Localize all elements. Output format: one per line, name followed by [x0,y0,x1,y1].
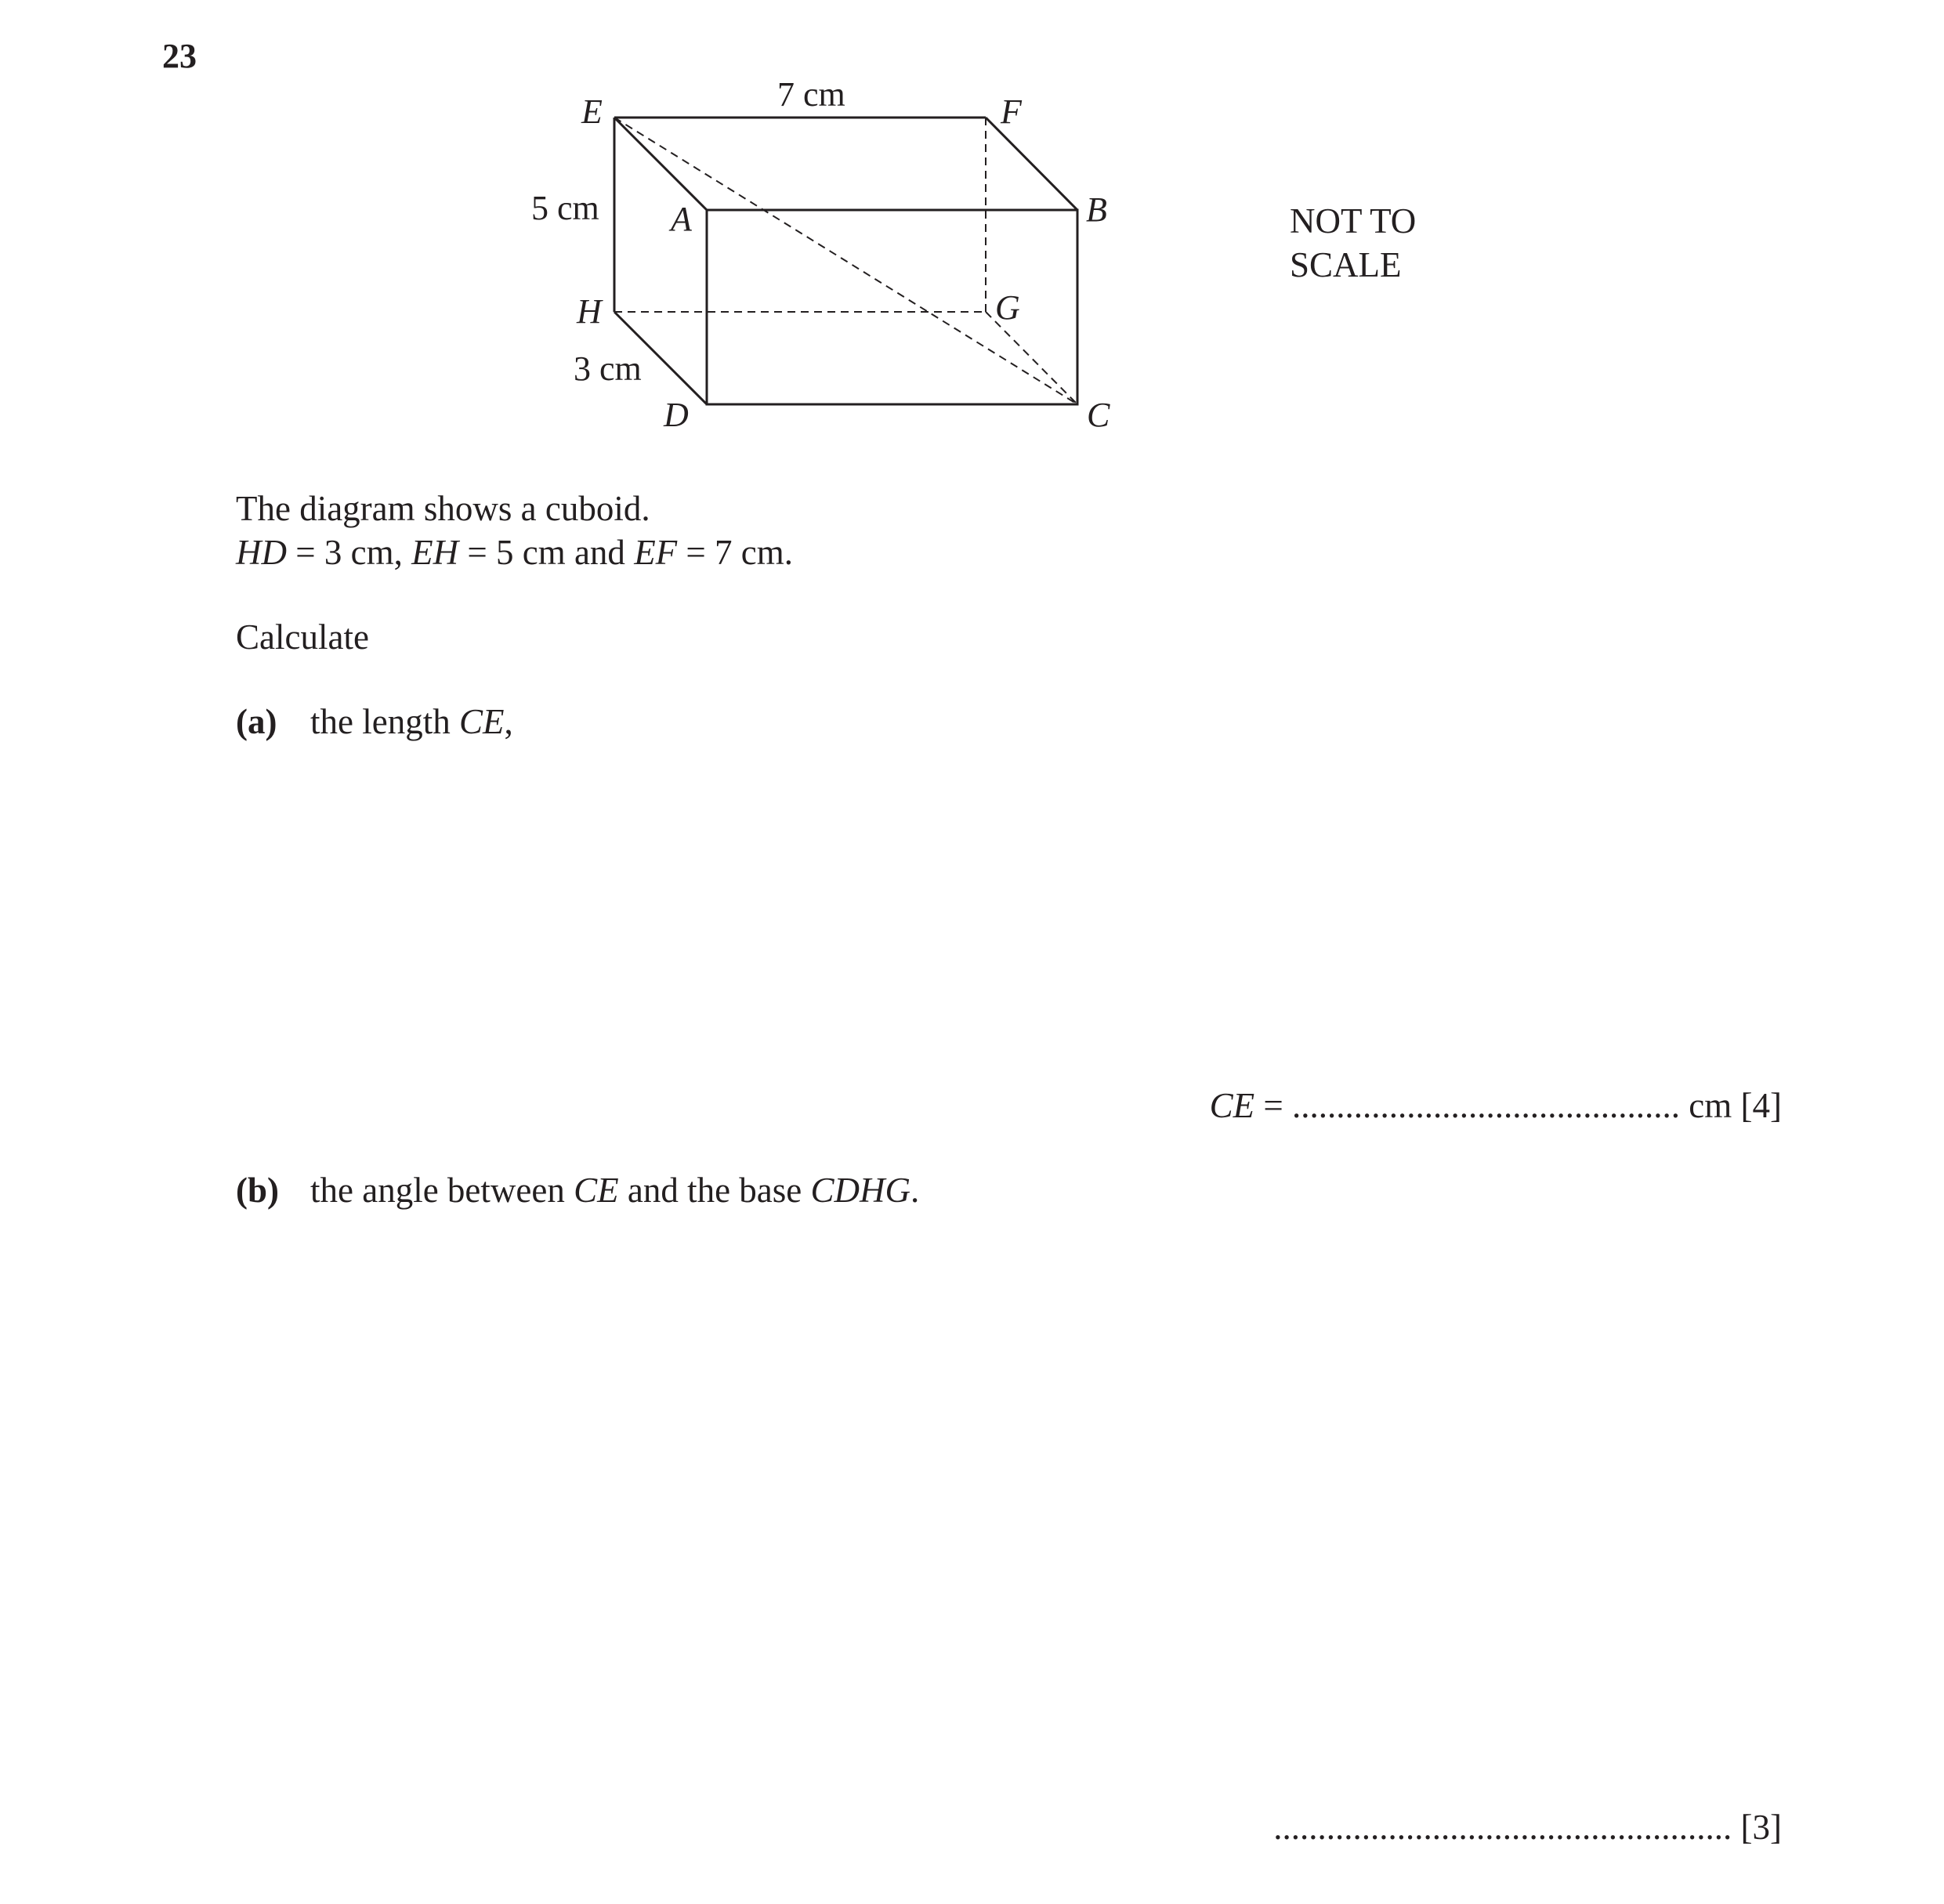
vertex-label-e: E [581,92,603,131]
answer-b-marks: [3] [1732,1808,1782,1847]
intro-text-3: = 7 cm. [677,533,794,572]
vertex-label-f: F [1001,92,1022,131]
answer-b-blank[interactable]: .................................................... [1273,1808,1732,1847]
part-b-text-1: the angle between [310,1171,574,1210]
dimension-label-eh: 5 cm [531,189,599,227]
vertex-label-d: D [664,396,689,434]
question-number: 23 [162,37,197,75]
vertex-label-c: C [1087,396,1110,434]
not-to-scale-line1: NOT TO [1290,201,1417,241]
intro-line-2 [236,535,793,570]
not-to-scale-note [1290,199,1416,287]
vertex-label-b: B [1086,190,1107,229]
diagonal-ec-hidden [614,118,1077,404]
intro-line-1: The diagram shows a cuboid. [236,489,650,528]
intro-text-1: = 3 cm, [287,533,412,572]
part-a-comma: , [504,702,513,741]
part-a-label: (a) [236,702,277,741]
part-a-answer-line[interactable] [1210,1088,1782,1124]
dimension-label-ef: 7 cm [777,75,845,114]
part-b-label: (b) [236,1171,279,1210]
calculate-label: Calculate [236,617,369,657]
dimension-label-hd: 3 cm [574,349,642,388]
answer-a-var: CE [1209,1086,1255,1125]
vertex-label-a: A [671,200,692,238]
answer-a-equals: = [1254,1086,1293,1125]
vertex-label-g: G [995,288,1020,327]
answer-a-unit-marks: cm [4] [1680,1086,1782,1125]
var-eh: EH [411,533,459,572]
part-b-period: . [910,1171,920,1210]
var-ce-b: CE [574,1171,619,1210]
var-ce: CE [458,702,505,741]
edge-fb [986,118,1077,210]
vertex-label-h: H [577,292,602,331]
var-cdhg: CDHG [810,1171,911,1210]
part-b-answer-line[interactable] [1273,1810,1782,1845]
answer-a-blank[interactable]: ............................................ [1292,1086,1681,1125]
part-b-question [310,1173,919,1208]
not-to-scale-line2: SCALE [1290,245,1402,284]
edge-ea [614,118,707,210]
part-b-text-2: and the base [618,1171,811,1210]
intro-text-2: = 5 cm and [458,533,635,572]
var-ef: EF [634,533,678,572]
cuboid-diagram [0,0,1944,486]
var-hd: HD [236,533,287,572]
part-a-text: the length [310,702,459,741]
part-a-question [310,704,513,740]
face-abcd [707,210,1077,404]
